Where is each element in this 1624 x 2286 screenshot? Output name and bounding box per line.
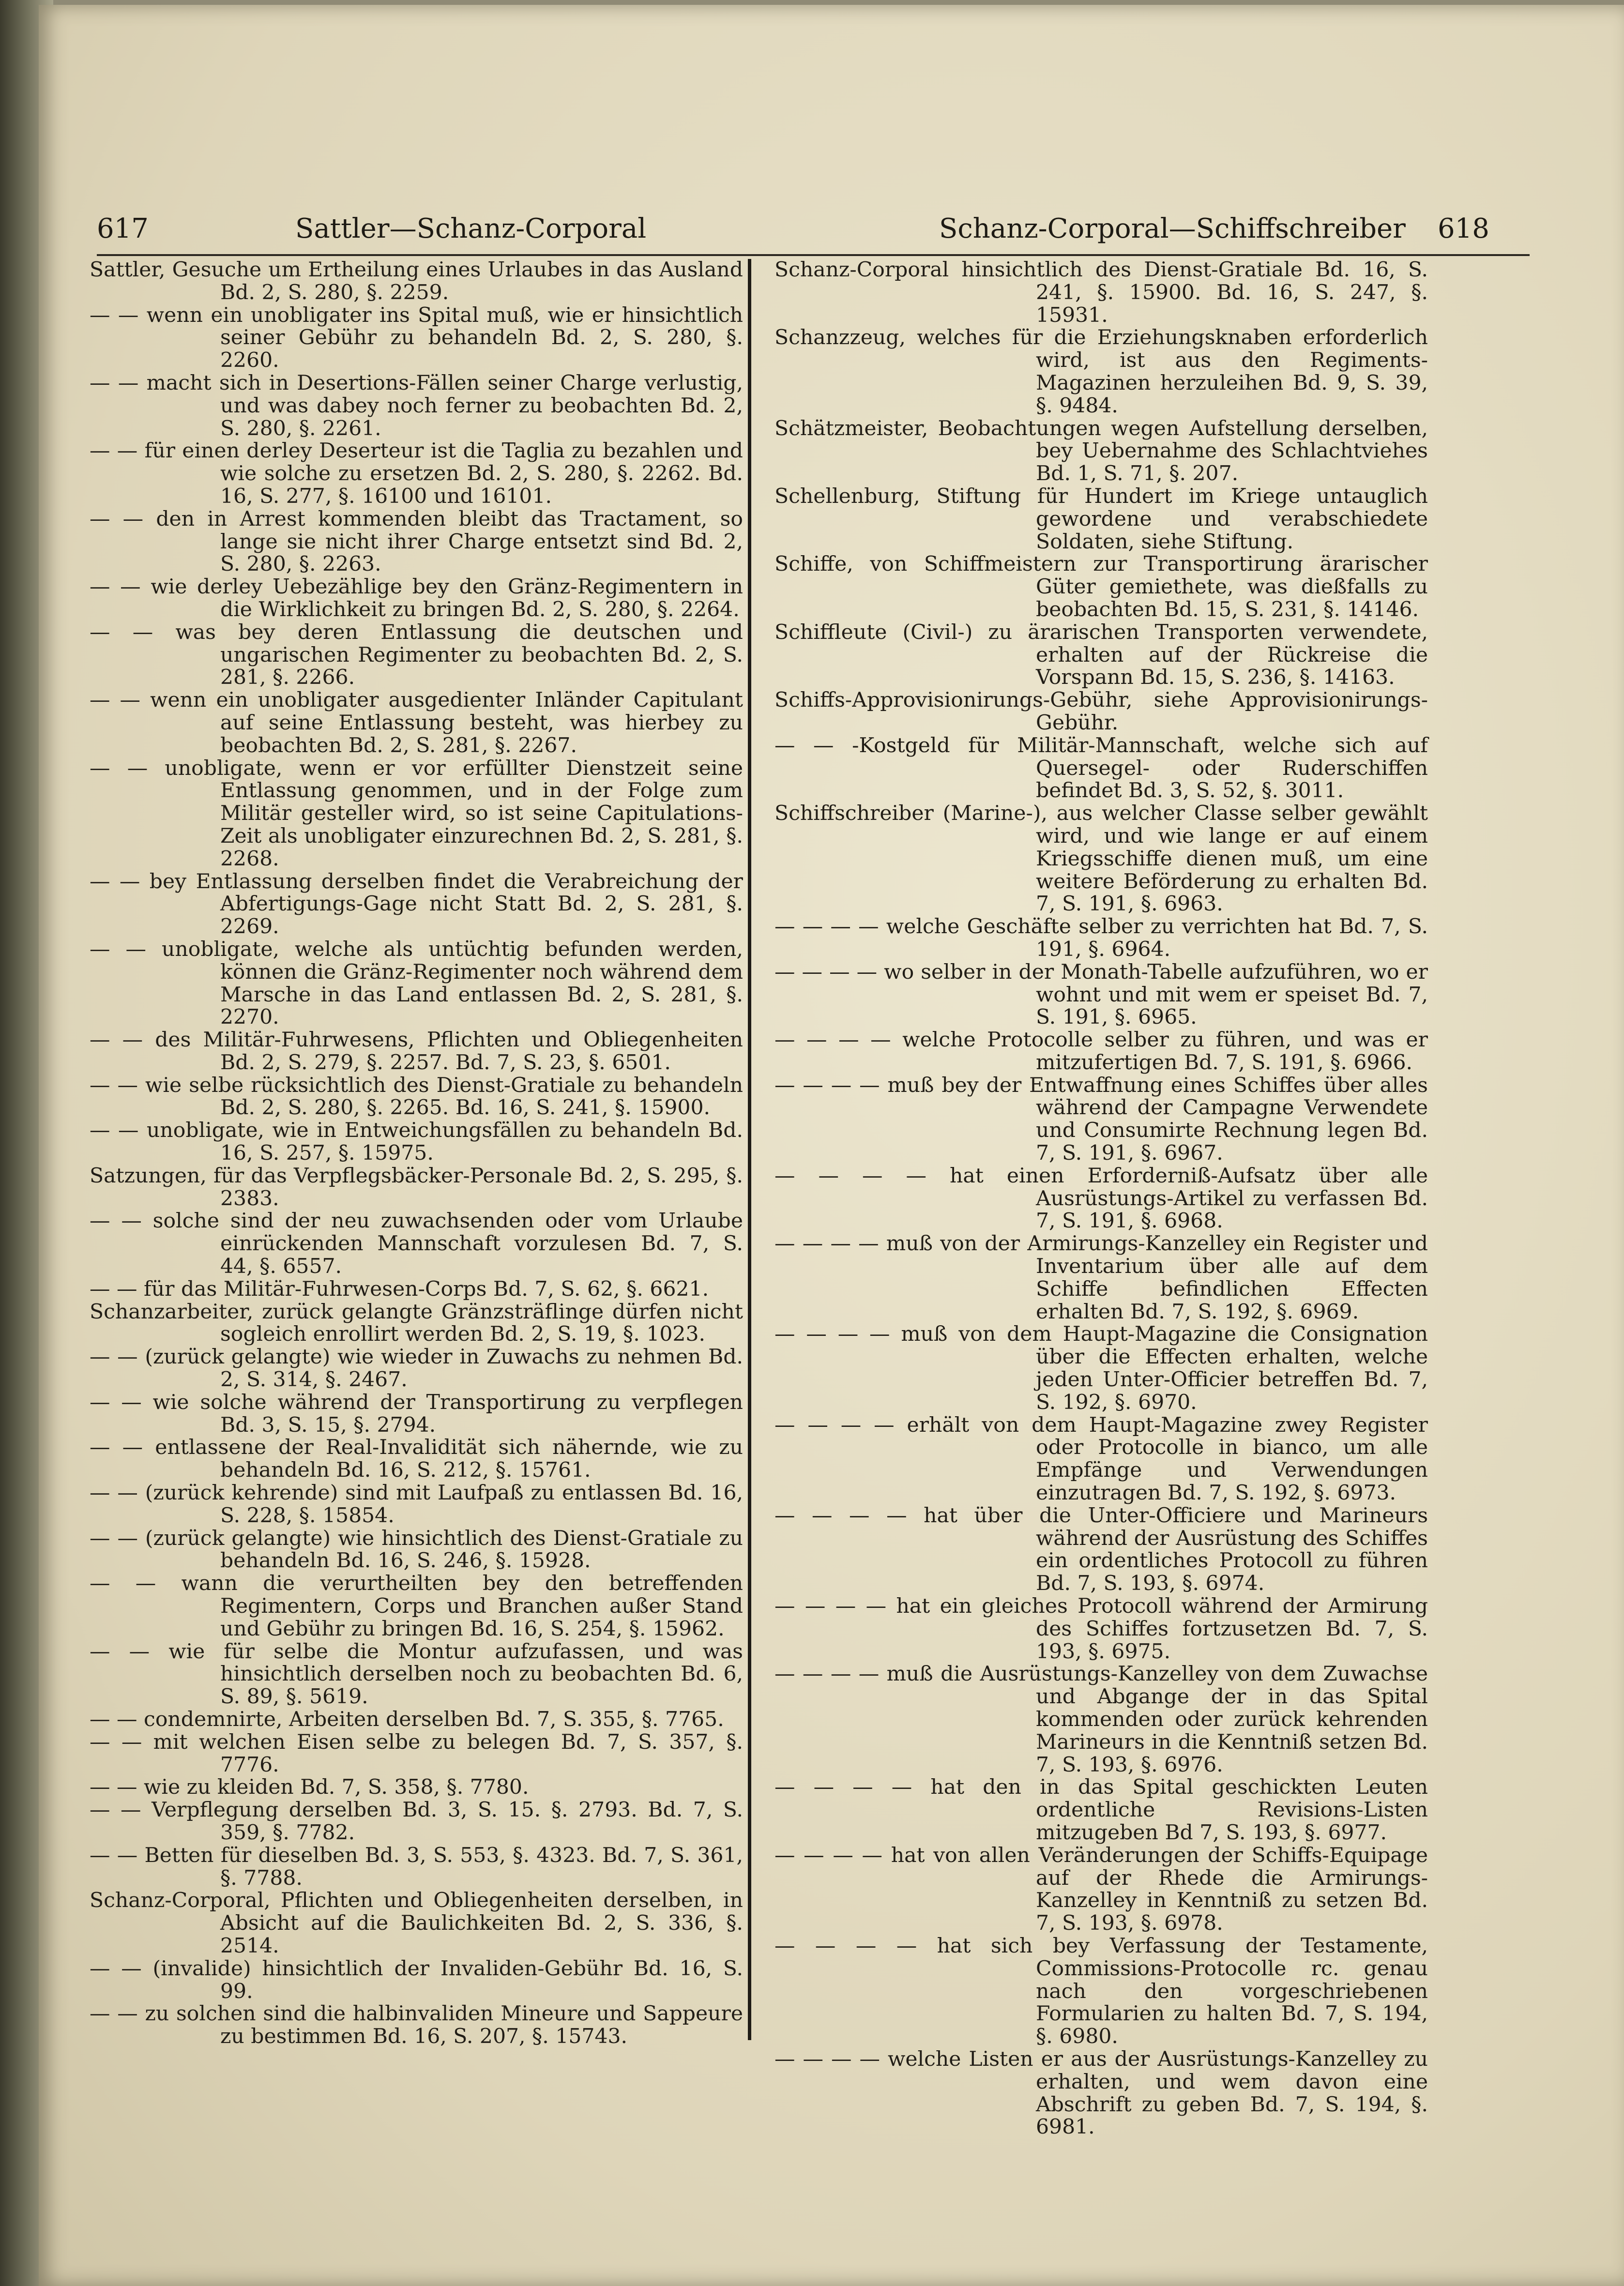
index-entry: — — wenn ein unobligater ausgedienter Inländer Capitulant auf seine Entlassung besteht, was hierbey zu beobachten Bd. 2, S. 281, §. 2267. (90, 688, 743, 757)
index-entry: Satzungen, für das Verpflegsbäcker-Personale Bd. 2, S. 295, §. 2383. (90, 1164, 743, 1211)
index-entry: — — wie solche während der Transportirung zu verpflegen Bd. 3, S. 15, §. 2794. (90, 1390, 743, 1437)
index-entry: Schanzarbeiter, zurück gelangte Gränzsträflinge dürfen nicht sogleich enrollirt werden Bd. 2, S. 19, §. 1023. (90, 1300, 743, 1347)
index-entry: — — Verpflegung derselben Bd. 3, S. 15. §. 2793. Bd. 7, S. 359, §. 7782. (90, 1798, 743, 1845)
index-entry: Schiffleute (Civil-) zu ärarischen Transporten verwendete, erhalten auf der Rückreise die Vorspann Bd. 15, S. 236, §. 14163. (774, 620, 1428, 690)
index-entry: Schellenburg, Stiftung für Hundert im Kriege untauglich gewordene und verabschiedete Soldaten, siehe Stiftung. (774, 484, 1428, 554)
index-entry: — — wie zu kleiden Bd. 7, S. 358, §. 7780. (90, 1775, 529, 1800)
index-entry: — — — — hat einen Erforderniß-Aufsatz über alle Ausrüstungs-Artikel zu verfassen Bd. 7, S. 191, §. 6968. (774, 1164, 1428, 1233)
index-entry: — — Betten für dieselben Bd. 3, S. 553, §. 4323. Bd. 7, S. 361, §. 7788. (90, 1843, 743, 1890)
index-entry: — — wie derley Uebezählige bey den Gränz-Regimentern in die Wirklichkeit zu bringen Bd. 2, S. 280, §. 2264. (90, 575, 743, 621)
index-entry: — — — — hat über die Unter-Officiere und Marineurs während der Ausrüstung des Schiffes ein ordentliches Protocoll zu führen Bd. 7, S. 193, §. 6974. (774, 1503, 1428, 1596)
index-entry: — — unobligate, wenn er vor erfüllter Dienstzeit seine Entlassung genommen, und in der Folge zum Militär gesteller wird, so ist seine Capitulations-Zeit als unobligater einzurechnen Bd. 2, S. 281, §. 2268. (90, 756, 743, 871)
index-entry: Schanz-Corporal, Pflichten und Obliegenheiten derselben, in Absicht auf die Baulichkeiten Bd. 2, S. 336, §. 2514. (90, 1889, 743, 1958)
index-entry: — — für das Militär-Fuhrwesen-Corps Bd. 7, S. 62, §. 6621. (90, 1277, 709, 1301)
index-entry: — — — — welche Listen er aus der Ausrüstungs-Kanzelley zu erhalten, und wem davon eine Abschrift zu geben Bd. 7, S. 194, §. 6981. (774, 2047, 1428, 2139)
index-entry: — — — — muß die Ausrüstungs-Kanzelley von dem Zuwachse und Abgange der in das Spital kommenden oder zurück kehrenden Marineurs in die Kenntniß setzen Bd. 7, S. 193, §. 6976. (774, 1662, 1428, 1777)
index-entry: — — wie für selbe die Montur aufzufassen, und was hinsichtlich derselben noch zu beobachten Bd. 6, S. 89, §. 5619. (90, 1639, 743, 1709)
index-entry: — — unobligate, wie in Entweichungsfällen zu behandeln Bd. 16, S. 257, §. 15975. (90, 1119, 743, 1166)
index-entry: — — wenn ein unobligater ins Spital muß, wie er hinsichtlich seiner Gebühr zu behandeln Bd. 2, S. 280, §. 2260. (90, 303, 743, 373)
index-entry: — — — — welche Geschäfte selber zu verrichten hat Bd. 7, S. 191, §. 6964. (774, 915, 1428, 961)
index-entry: — — solche sind der neu zuwachsenden oder vom Urlaube einrückenden Mannschaft vorzulesen Bd. 7, S. 44, §. 6557. (90, 1209, 743, 1279)
index-entry: — — was bey deren Entlassung die deutschen und ungarischen Regimenter zu beobachten Bd. 2, S. 281, §. 2266. (90, 620, 743, 690)
index-entry: Schiffschreiber (Marine-), aus welcher Classe selber gewählt wird, und wie lange er auf einem Kriegsschiffe dienen muß, um eine weitere Beförderung zu erhalten Bd. 7, S. 191, §. 6963. (774, 802, 1428, 916)
index-entry: Schanz-Corporal hinsichtlich des Dienst-Gratiale Bd. 16, S. 241, §. 15900. Bd. 16, S. 247, §. 15931. (774, 258, 1428, 327)
running-title-left: Sattler—Schanz-Corporal (295, 213, 647, 244)
index-entry: — — — — muß bey der Entwaffnung eines Schiffes über alles während der Campagne Verwendete und Consumirte Rechnung legen Bd. 7, S. 191, §. 6967. (774, 1073, 1428, 1166)
index-entry: — — — — wo selber in der Monath-Tabelle aufzuführen, wo er wohnt und mit wem er speiset Bd. 7, S. 191, §. 6965. (774, 960, 1428, 1029)
index-entry: Sattler, Gesuche um Ertheilung eines Urlaubes in das Ausland Bd. 2, S. 280, §. 2259. (90, 258, 743, 304)
index-entry: — — (zurück gelangte) wie wieder in Zuwachs zu nehmen Bd. 2, S. 314, §. 2467. (90, 1345, 743, 1392)
running-title-right: Schanz-Corporal—Schiffschreiber (939, 213, 1406, 244)
index-entry: Schiffe, von Schiffmeistern zur Transportirung ärarischer Güter gemiethete, was dießfalls zu beobachten Bd. 15, S. 231, §. 14146. (774, 552, 1428, 621)
index-entry: — — den in Arrest kommenden bleibt das Tractament, so lange sie nicht ihrer Charge entsetzt sind Bd. 2, S. 280, §. 2263. (90, 507, 743, 576)
index-entry: — — wie selbe rücksichtlich des Dienst-Gratiale zu behandeln Bd. 2, S. 280, §. 2265. Bd. 16, S. 241, §. 15900. (90, 1073, 743, 1120)
index-entry: — — mit welchen Eisen selbe zu belegen Bd. 7, S. 357, §. 7776. (90, 1730, 743, 1777)
index-entry: — — des Militär-Fuhrwesens, Pflichten und Obliegenheiten Bd. 2, S. 279, §. 2257. Bd. 7, S. 23, §. 6501. (90, 1028, 743, 1075)
index-entry: — — wann die verurtheilten bey den betreffenden Regimentern, Corps und Branchen außer Stand und Gebühr zu bringen Bd. 16, S. 254, §. 15962. (90, 1572, 743, 1641)
index-entry: — — (zurück gelangte) wie hinsichtlich des Dienst-Gratiale zu behandeln Bd. 16, S. 246, §. 15928. (90, 1526, 743, 1573)
header-rule (97, 254, 1530, 256)
index-entry: — — unobligate, welche als untüchtig befunden werden, können die Gränz-Regimenter noch während dem Marsche in das Land entlassen Bd. 2, S. 281, §. 2270. (90, 937, 743, 1029)
index-entry: — — — — hat den in das Spital geschickten Leuten ordentliche Revisions-Listen mitzugeben Bd 7, S. 193, §. 6977. (774, 1775, 1428, 1845)
index-entry: — — — — muß von dem Haupt-Magazine die Consignation über die Effecten erhalten, welche jeden Unter-Officier betreffen Bd. 7, S. 192, §. 6970. (774, 1322, 1428, 1414)
index-entry: — — — — hat sich bey Verfassung der Testamente, Commissions-Protocolle rc. genau nach den vorgeschriebenen Formularien zu halten Bd. 7, S. 194, §. 6980. (774, 1934, 1428, 2049)
index-entry: — — (zurück kehrende) sind mit Laufpaß zu entlassen Bd. 16, S. 228, §. 15854. (90, 1481, 743, 1528)
index-entry: — — -Kostgeld für Militär-Mannschaft, welche sich auf Quersegel- oder Ruderschiffen befindet Bd. 3, S. 52, §. 3011. (774, 733, 1428, 803)
index-entry: — — für einen derley Deserteur ist die Taglia zu bezahlen und wie solche zu ersetzen Bd. 2, S. 280, §. 2262. Bd. 16, S. 277, §. 16100 und 16101. (90, 439, 743, 508)
index-entry: — — condemnirte, Arbeiten derselben Bd. 7, S. 355, §. 7765. (90, 1708, 724, 1731)
index-entry: — — — — muß von der Armirungs-Kanzelley ein Register und Inventarium über alle auf dem Schiffe befindlichen Effecten erhalten Bd. 7, S. 192, §. 6969. (774, 1232, 1428, 1324)
index-entry: — — macht sich in Desertions-Fällen seiner Charge verlustig, und was dabey noch ferner zu beobachten Bd. 2, S. 280, §. 2261. (90, 371, 743, 440)
index-entry: — — bey Entlassung derselben findet die Verabreichung der Abfertigungs-Gage nicht Statt Bd. 2, S. 281, §. 2269. (90, 869, 743, 939)
index-entry: — — — — hat von allen Veränderungen der Schiffs-Equipage auf der Rhede die Armirungs-Kanzelley in Kenntniß zu setzen Bd. 7, S. 193, §. 6978. (774, 1843, 1428, 1936)
index-entry: — — (invalide) hinsichtlich der Invaliden-Gebühr Bd. 16, S. 99. (90, 1956, 743, 2003)
index-entry: Schätzmeister, Beobachtungen wegen Aufstellung derselben, bey Uebernahme des Schlachtviehes Bd. 1, S. 71, §. 207. (774, 416, 1428, 486)
index-entry: Schanzzeug, welches für die Erziehungsknaben erforderlich wird, ist aus den Regiments-Magazinen herzuleihen Bd. 9, S. 39, §. 9484. (774, 326, 1428, 418)
index-entry: — — zu solchen sind die halbinvaliden Mineure und Sappeure zu bestimmen Bd. 16, S. 207, §. 15743. (90, 2002, 743, 2049)
index-entry: — — — — welche Protocolle selber zu führen, und was er mitzufertigen Bd. 7, S. 191, §. 6966. (774, 1028, 1428, 1075)
index-entry: — — — — erhält von dem Haupt-Magazine zwey Register oder Protocolle in bianco, um alle Empfänge und Verwendungen einzutragen Bd. 7, S. 192, §. 6973. (774, 1413, 1428, 1505)
page-number-right: 618 (1438, 213, 1489, 244)
column-divider (748, 259, 751, 2040)
page-header (97, 203, 1530, 261)
right-column (774, 259, 1428, 2139)
left-column (90, 259, 743, 2048)
index-entry: — — entlassene der Real-Invalidität sich nähernde, wie zu behandeln Bd. 16, S. 212, §. 15761. (90, 1436, 743, 1483)
index-entry: Schiffs-Approvisionirungs-Gebühr, siehe Approvisionirungs-Gebühr. (774, 688, 1428, 735)
page-number-left: 617 (97, 213, 149, 244)
index-entry: — — — — hat ein gleiches Protocoll während der Armirung des Schiffes fortzusetzen Bd. 7, S. 193, §. 6975. (774, 1594, 1428, 1664)
